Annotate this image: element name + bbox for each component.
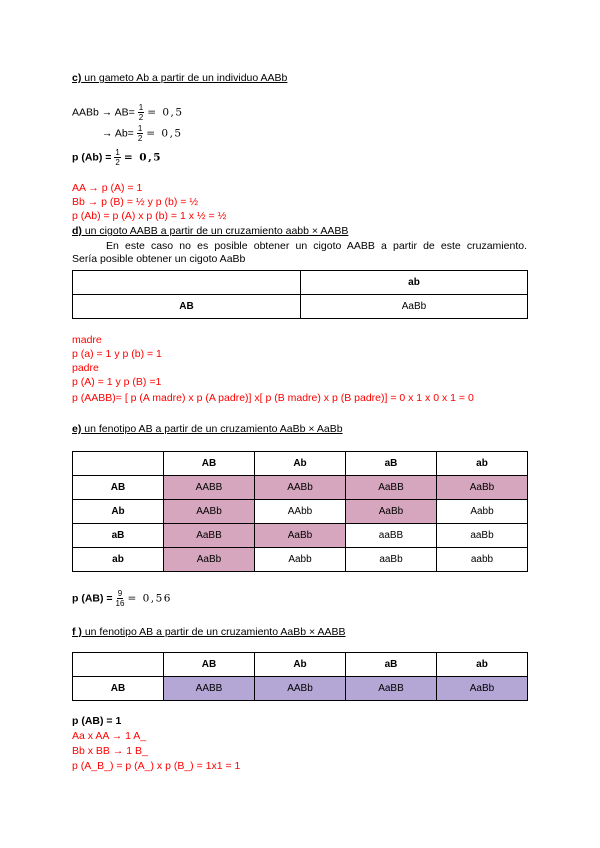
- equation-ab-lower-result: = 0,5: [146, 127, 183, 140]
- section-d-label: d): [72, 225, 82, 237]
- fraction: [114, 148, 120, 167]
- fraction: [137, 124, 143, 143]
- table-row-header: AB: [73, 677, 164, 701]
- table-cell: AABb: [164, 500, 255, 524]
- table-cell: AaBb: [255, 524, 346, 548]
- table-row: [73, 476, 528, 500]
- table-cell: AaBb: [437, 677, 528, 701]
- table-header-cell: Ab: [255, 452, 346, 476]
- section-c-heading: [72, 72, 287, 84]
- section-c-label: c): [72, 72, 82, 84]
- equation-ab-lower: [102, 124, 183, 143]
- table-header-cell: ab: [437, 653, 528, 677]
- section-f-label: f ): [72, 626, 82, 638]
- table-row: [73, 524, 528, 548]
- fraction-numerator: 1: [137, 124, 143, 133]
- table-header-cell: [73, 653, 164, 677]
- red-line: p (A) = 1 y p (B) =1: [72, 376, 162, 388]
- table-cell: AABB: [164, 677, 255, 701]
- fraction: [138, 103, 144, 122]
- table-cell: Aabb: [437, 500, 528, 524]
- fraction: [116, 589, 125, 608]
- fraction-numerator: 9: [117, 589, 123, 598]
- table-cell: AaBb: [437, 476, 528, 500]
- table-cell: aabb: [437, 548, 528, 572]
- table-header-cell: Ab: [255, 653, 346, 677]
- red-line: AA → p (A) = 1: [72, 182, 143, 194]
- red-line: Bb x BB → 1 B_: [72, 745, 148, 757]
- fraction-denominator: 2: [137, 134, 143, 143]
- probability-result: = 0,56: [127, 592, 172, 605]
- probability-phenotype-e: [72, 589, 172, 608]
- equation-ab-result: = 0,5: [147, 106, 184, 119]
- red-line: p (Ab) = p (A) x p (b) = 1 x ½ = ½: [72, 210, 227, 222]
- table-cell: AAbb: [255, 500, 346, 524]
- table-row-header: AB: [73, 295, 301, 319]
- table-row-header: ab: [73, 548, 164, 572]
- table-row-header: Ab: [73, 500, 164, 524]
- red-line: Bb → p (B) = ½ y p (b) = ½: [72, 196, 199, 208]
- section-d-heading: [72, 225, 348, 237]
- gamete-table-d: [72, 270, 528, 319]
- table-cell: aaBb: [437, 524, 528, 548]
- section-e-title: un fenotipo AB a partir de un cruzamiento AaBb × AaBb: [81, 423, 343, 435]
- table-cell: aaBb: [346, 548, 437, 572]
- table-cell: AABb: [255, 677, 346, 701]
- punnett-table-f: [72, 652, 528, 701]
- table-cell: AaBb: [301, 295, 528, 319]
- table-cell: AaBb: [346, 500, 437, 524]
- section-f-title: un fenotipo AB a partir de un cruzamiento AaBb × AABB: [81, 626, 346, 638]
- probability-ab-result: = 0,5: [123, 151, 163, 164]
- table-row: [73, 500, 528, 524]
- section-e-label: e): [72, 423, 82, 435]
- probability-ab-label: p (Ab) =: [72, 151, 112, 164]
- table-header-cell: AB: [164, 653, 255, 677]
- section-d-paragraph: En este caso no es posible obtener un cigoto AABB a partir de este cruzamiento.: [106, 240, 527, 252]
- table-cell: AaBB: [346, 476, 437, 500]
- section-e-heading: [72, 423, 343, 435]
- table-cell: AaBB: [164, 524, 255, 548]
- table-cell: AaBb: [164, 548, 255, 572]
- fraction-numerator: 1: [115, 148, 120, 157]
- table-row-header: AB: [73, 476, 164, 500]
- probability-phenotype-f: p (AB) = 1: [72, 715, 122, 727]
- red-line: p (AABB)= [ p (A madre) x p (A padre)] x[ p (B madre) x p (B padre)] = 0 x 1 x 0 x 1 = 0: [72, 392, 474, 404]
- probability-label: p (AB) =: [72, 592, 113, 605]
- fraction-denominator: 2: [138, 113, 144, 122]
- red-line: Aa x AA → 1 A_: [72, 730, 147, 742]
- table-header-cell: [73, 271, 301, 295]
- red-line: madre: [72, 334, 102, 346]
- table-cell: AaBB: [346, 677, 437, 701]
- table-cell: aaBB: [346, 524, 437, 548]
- table-cell: AABB: [164, 476, 255, 500]
- table-cell: Aabb: [255, 548, 346, 572]
- table-row: [73, 677, 528, 701]
- table-cell: AABb: [255, 476, 346, 500]
- equation-ab: [72, 103, 184, 122]
- section-f-heading: [72, 626, 345, 638]
- table-row-header: aB: [73, 524, 164, 548]
- table-header-cell: ab: [301, 271, 528, 295]
- section-c-title: un gameto Ab a partir de un individuo AABb: [81, 72, 288, 84]
- table-row: [73, 548, 528, 572]
- fraction-numerator: 1: [138, 103, 144, 112]
- red-line: p (a) = 1 y p (b) = 1: [72, 348, 162, 360]
- table-header-cell: ab: [437, 452, 528, 476]
- fraction-denominator: 16: [115, 599, 125, 608]
- table-header-cell: AB: [164, 452, 255, 476]
- probability-ab: [72, 148, 162, 167]
- table-header-cell: aB: [346, 653, 437, 677]
- red-line: p (A_B_) = p (A_) x p (B_) = 1x1 = 1: [72, 760, 241, 772]
- table-header-cell: [73, 452, 164, 476]
- punnett-table-e: [72, 451, 528, 572]
- table-header-cell: aB: [346, 452, 437, 476]
- red-line: padre: [72, 362, 99, 374]
- equation-ab-lower-lhs: → Ab=: [102, 127, 134, 140]
- section-d-paragraph-2: Sería posible obtener un cigoto AaBb: [72, 253, 246, 265]
- equation-ab-lhs: AABb → AB=: [72, 106, 135, 119]
- fraction-denominator: 2: [115, 158, 120, 167]
- section-d-title: un cigoto AABB a partir de un cruzamiento aabb × AABB: [81, 225, 349, 237]
